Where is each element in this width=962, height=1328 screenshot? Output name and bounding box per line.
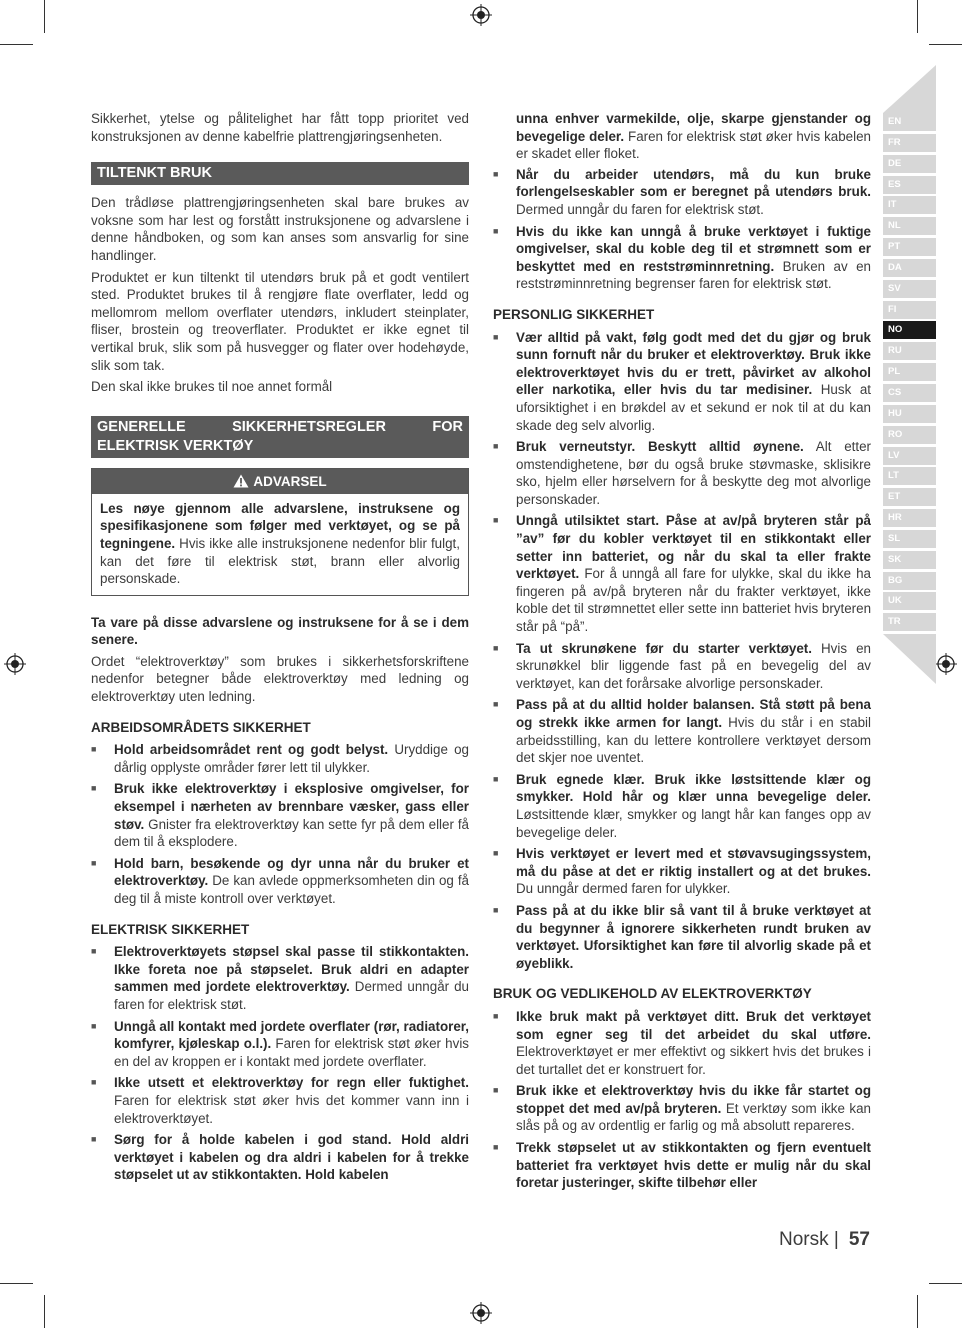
list-item: ■ Ikke bruk makt på verktøyet ditt. Bruk det verktøyet som egner seg til det arbeidet du skal utføre. Elektroverktøyet er mer effektivt og sikkert hvis det brukes i det turtallet det er konstruert for. <box>493 1008 871 1078</box>
language-tab-sv[interactable]: SV <box>883 280 936 298</box>
language-tab-cs[interactable]: CS <box>883 384 936 402</box>
crop-mark <box>44 0 45 33</box>
list-item: ■ Bruk ikke elektroverktøy i eksplosive omgivelser, for eksempel i nærheten av brennbare væsker, gass eller støv. Gnister fra elektroverktøy kan sette fyr på dem eller få dem til å eksplodere. <box>91 780 469 850</box>
language-tab-ru[interactable]: RU <box>883 342 936 360</box>
crop-mark <box>929 44 962 45</box>
list-item: ■ Hold barn, besøkende og dyr unna når du bruker et elektroverktøy. De kan avlede oppmerksomheten din og få deg til å miste kontroll over verktøyet. <box>91 855 469 908</box>
crop-mark <box>929 1283 962 1284</box>
warning-box <box>91 468 469 596</box>
page-number: 57 <box>848 1229 870 1250</box>
language-tab-de[interactable]: DE <box>883 155 936 173</box>
section-header-general-safety: GENERELLE SIKKERHETSREGLER FOR ELEKTRISK VERKTØY <box>91 416 469 458</box>
crop-mark <box>44 1295 45 1328</box>
list-item: ■ Ikke utsett et elektroverktøy for regn eller fuktighet. Faren for elektrisk støt øker hvis det kommer vann inn i elektroverktøyet. <box>91 1074 469 1127</box>
list-item: ■ Bruk egnede klær. Bruk ikke løstsittende klær og smykker. Hold hår og klær unna bevegelige deler. Løstsittende klær, smykker og langt hår kan fanges opp av bevegelige deler. <box>493 771 871 841</box>
registration-mark-icon <box>470 1302 492 1324</box>
list-item: ■ Vær alltid på vakt, følg godt med det du gjør og bruk sunn fornuft når du bruker et elektroverktøy. Bruk ikke elektroverktøyet hvis du er trett, påvirket av alkohol eller narkotika, eller hvis du tar medisiner. Husk at uforsiktighet i en brøkdel av et sekund er nok til at du kan skade deg selv alvorlig. <box>493 329 871 435</box>
list-item: ■ Pass på at du ikke blir så vant til å bruke verktøyet at du begynner å ignorere sikkerheten rundt bruken av verktøyet. Uforsiktighet kan føre til alvorlig skade på et øyeblikk. <box>493 902 871 972</box>
language-tab-uk[interactable]: UK <box>883 592 936 610</box>
crop-mark <box>0 1283 33 1284</box>
crop-mark <box>917 0 918 33</box>
language-tab-lt[interactable]: LT <box>883 467 936 485</box>
subheading-tool-care: BRUK OG VEDLIKEHOLD AV ELEKTROVERKTØY <box>493 986 812 1002</box>
tab-strip-bottom-decoration <box>883 634 936 684</box>
list-item: ■ Hvis verktøyet er levert med et støvavsugingssystem, må du påse at det er riktig installert og at det brukes. Du unngår dermed faren for ulykker. <box>493 845 871 898</box>
personal-list <box>493 329 871 973</box>
electrical-list <box>91 943 469 1184</box>
tab-strip-top-decoration <box>883 65 936 113</box>
intro-text: Sikkerhet, ytelse og pålitelighet har fått topp prioritet ved konstruksjonen av denne kabelfrie plattrengjøringsenheten. <box>91 111 469 144</box>
list-item: ■ Hold arbeidsområdet rent og godt belyst. Uryddige og dårlig opplyste områder fører lett til ulykker. <box>91 741 469 776</box>
list-item: ■ Unngå utilsiktet start. Påse at av/på bryteren står på ”av” før du kobler verktøyet til en stikkontakt eller setter inn batteriet, og når du skal ta eller frakte verktøyet. For å unngå all fare for ulykke, skal du ikke ha fingeren på av/på bryteren når du frakter verktøyet, ikke koble det til strømnettet eller sette inn batteriet hvis bryteren står på “på”. <box>493 512 871 635</box>
language-tab-et[interactable]: ET <box>883 488 936 506</box>
list-item: ■ Bruk verneutstyr. Beskytt alltid øynene. Alt etter omstendighetene, bør du også bruke støvmaske, sklisikre sko, hjelm eller hørselvern for å beskytte deg mot alvorlige personskader. <box>493 438 871 508</box>
crop-mark <box>917 1295 918 1328</box>
warning-header <box>92 469 468 494</box>
warning-text: Hvis ikke alle instruksjonene nedenfor blir fulgt, kan det føre til elektrisk støt, brann eller alvorlig personskade. <box>100 535 460 587</box>
list-item: ■ Unngå all kontakt med jordete overflater (rør, radiatorer, komfyrer, kjøleskap o.l.). Faren for elektrisk støt øker hvis en del av kroppen er i kontakt med jordete overflater. <box>91 1018 469 1071</box>
list-item: ■ Trekk støpselet ut av stikkontakten og fjern eventuelt batteriet fra verktøyet hvis dette er mulig når du skal foretar justeringer, skifte tilbehør eller <box>493 1139 871 1192</box>
language-tab-sk[interactable]: SK <box>883 551 936 569</box>
language-tab-lv[interactable]: LV <box>883 447 936 465</box>
language-tab-da[interactable]: DA <box>883 259 936 277</box>
language-tab-bg[interactable]: BG <box>883 572 936 590</box>
right-column <box>493 110 871 1196</box>
footer-language: Norsk | <box>779 1229 839 1250</box>
language-tab-es[interactable]: ES <box>883 176 936 194</box>
language-tab-hr[interactable]: HR <box>883 509 936 527</box>
work-area-list <box>91 741 469 907</box>
paragraph: Den skal ikke brukes til noe annet formål <box>91 379 333 395</box>
electrical-list-continued <box>493 166 871 293</box>
list-item: ■ Bruk ikke et elektroverktøy hvis du ikke får startet og stoppet det med av/på bryteren. Et verktøy som ikke kan slås på og av ordentlig er farlig og må absolutt repareres. <box>493 1082 871 1135</box>
left-column <box>91 110 469 1188</box>
crop-mark <box>0 44 33 45</box>
language-tab-pl[interactable]: PL <box>883 363 936 381</box>
language-tab-fr[interactable]: FR <box>883 134 936 152</box>
subheading-work-area: ARBEIDSOMRÅDETS SIKKERHET <box>91 719 311 735</box>
list-item: ■ Elektroverktøyets støpsel skal passe til stikkontakten. Ikke foreta noe på støpselet. Bruk aldri en adapter sammen med jordete elektroverktøy. Dermed unngår du faren for elektrisk støt. <box>91 943 469 1013</box>
language-tab-hu[interactable]: HU <box>883 405 936 423</box>
language-tab-tr[interactable]: TR <box>883 613 936 631</box>
subheading-electrical: ELEKTRISK SIKKERHET <box>91 921 250 937</box>
registration-mark-icon <box>935 653 957 675</box>
list-item: ■ Når du arbeider utendørs, må du kun bruke forlengelseskabler som er beregnet på utendørs bruk. Dermed unngår du faren for elektrisk støt. <box>493 166 871 219</box>
list-item: ■ Ta ut skrunøkene før du starter verktøyet. Hvis en skrunøkkel blir liggende fast på en bevegelig del av verktøyet, kan det forårsake alvorlige personskader. <box>493 640 871 693</box>
language-tab-nl[interactable]: NL <box>883 217 936 235</box>
list-item: ■ Sørg for å holde kabelen i god stand. Hold aldri verktøyet i kabelen og dra aldri i kabelen for å trekke støpselet ut av stikkontakten. Hold kabelen <box>91 1131 469 1184</box>
keep-instructions-text: Ta vare på disse advarslene og instruksene for å se i dem senere. <box>91 614 469 648</box>
page-footer <box>779 1229 870 1251</box>
paragraph: Ordet “elektroverktøy” som brukes i sikkerhetsforskriftene nedenfor betegner både elektroverktøy med ledning og elektroverktøy uten ledning. <box>91 653 469 705</box>
language-tab-pt[interactable]: PT <box>883 238 936 256</box>
list-item-continued: unna enhver varmekilde, olje, skarpe gjenstander og bevegelige deler. Faren for elektrisk støt øker hvis kabelen er skadet eller floket. <box>516 111 871 162</box>
list-item: ■ Pass på at du alltid holder balansen. Stå støtt på bena og strekk ikke armen for langt. Hvis du står i en stabil arbeidsstilling, kan du lettere kontrollere verktøyet dersom det skjer noe uventet. <box>493 696 871 766</box>
paragraph: Produktet er kun tiltenkt til utendørs bruk på et godt ventilert sted. Produktet brukes til å rengjøre flate overflater, ledd og mellomrom mellom overflater utendørs, inkludert steinplater, fliser, brostein og treoverflater. Produktet er ikke egnet til vertikal bruk, slik som på husvegger og flater over hodehøyde, slik som tak. <box>91 269 469 373</box>
language-tabs <box>883 113 936 634</box>
warning-triangle-icon <box>233 474 249 488</box>
list-item: ■ Hvis du ikke kan unngå å bruke verktøyet i fuktige omgivelser, skal du koble deg til et strømnett som er beskyttet med en reststrøminnretning. Bruken av en reststrøminnretning begrenser faren for elektrisk støt. <box>493 223 871 293</box>
language-tab-no[interactable]: NO <box>883 321 936 339</box>
language-tab-fi[interactable]: FI <box>883 301 936 319</box>
warning-body <box>92 494 468 595</box>
registration-mark-icon <box>470 4 492 26</box>
language-tab-en[interactable]: EN <box>883 113 936 131</box>
language-tab-sl[interactable]: SL <box>883 530 936 548</box>
paragraph: Den trådløse plattrengjøringsenheten skal bare brukes av voksne som har lest og forstått instruksjonene og advarslene i denne håndboken, og som kan anses som ansvarlig for sine handlinger. <box>91 195 469 263</box>
language-tab-it[interactable]: IT <box>883 196 936 214</box>
subheading-personal-safety: PERSONLIG SIKKERHET <box>493 306 655 322</box>
warning-bold-text: Les nøye gjennom alle advarslene, instruksene og spesifikasjonene som følger med verktøyet, og se på tegningene. <box>100 500 460 551</box>
section-header-intended-use: TILTENKT BRUK <box>91 162 469 185</box>
language-tab-ro[interactable]: RO <box>883 426 936 444</box>
care-list <box>493 1008 871 1192</box>
registration-mark-icon <box>4 653 26 675</box>
warning-label: ADVARSEL <box>253 473 327 489</box>
